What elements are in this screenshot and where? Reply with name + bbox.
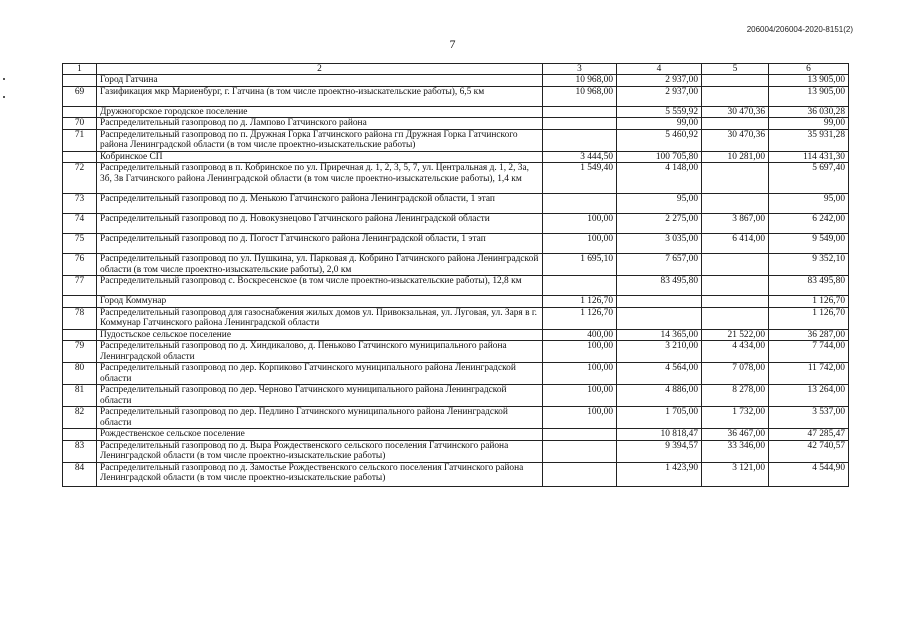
row-name: Распределительный газопровод по д. Менькою Гатчинского района Ленинградской области, 1 этап	[97, 194, 543, 214]
value-c5: 7 078,00	[732, 363, 765, 373]
column-header: 4	[617, 64, 702, 75]
row-name: Распределительный газопровод по дер. Черново Гатчинского муниципального района Ленинградской области	[97, 385, 543, 407]
value-cell-c4	[617, 86, 702, 106]
value-cell-c4	[617, 363, 702, 385]
value-cell-c6	[769, 276, 849, 296]
value-c3: 1 549,40	[580, 163, 613, 173]
row-number	[63, 106, 97, 118]
value-c4: 100 705,80	[655, 151, 698, 162]
value-cell-c6	[769, 462, 849, 486]
table-row	[63, 276, 849, 296]
value-c3: 100,00	[587, 407, 613, 417]
row-number: 71	[63, 129, 97, 151]
value-cell-c5	[702, 363, 769, 385]
value-c4: 95,00	[676, 194, 698, 204]
value-cell-c6	[769, 363, 849, 385]
value-c4: 5 559,92	[665, 106, 698, 117]
row-number	[63, 75, 97, 87]
value-cell-c3	[543, 129, 617, 151]
row-name: Распределительный газопровод по дер. Корпиково Гатчинского муниципального района Ленинградской области	[97, 363, 543, 385]
value-cell-c3	[543, 276, 617, 296]
value-c3: 400,00	[587, 329, 613, 340]
value-cell-c6	[769, 151, 849, 163]
table-row	[63, 234, 849, 254]
value-cell-c3	[543, 86, 617, 106]
row-name: Город Коммунар	[97, 296, 543, 308]
value-c6: 1 126,70	[812, 307, 845, 318]
table-row	[63, 407, 849, 429]
value-c4: 99,00	[676, 118, 698, 128]
row-name: Кобринское СП	[97, 151, 543, 163]
budget-table	[62, 63, 849, 487]
row-number	[63, 296, 97, 308]
row-name: Распределительный газопровод для газоснабжения жилых домов ул. Привокзальная, ул. Луговая, ул. Заря в г. Коммунар Гатчинского района Ленинградской области	[97, 307, 543, 329]
value-c6: 99,00	[823, 118, 845, 128]
value-c3: 10 968,00	[575, 75, 613, 85]
table-row	[63, 86, 849, 106]
value-cell-c4	[617, 118, 702, 130]
value-c4: 3 210,00	[665, 341, 698, 351]
value-c6: 83 495,80	[807, 276, 845, 286]
column-header: 1	[63, 64, 97, 75]
value-c6: 47 285,47	[807, 429, 845, 439]
value-c4: 1 423,90	[665, 462, 698, 473]
scan-edge-mark	[3, 96, 5, 98]
value-cell-c4	[617, 129, 702, 151]
value-c6: 4 544,90	[812, 462, 845, 473]
value-cell-c6	[769, 307, 849, 329]
row-name: Распределительный газопровод по д. Лампово Гатчинского района	[97, 118, 543, 130]
value-cell-c5	[702, 214, 769, 234]
value-cell-c6	[769, 194, 849, 214]
value-c3: 1 695,10	[580, 254, 613, 264]
value-c5: 8 278,00	[732, 385, 765, 395]
value-cell-c4	[617, 254, 702, 276]
value-cell-c3	[543, 462, 617, 486]
row-name: Распределительный газопровод по дер. Педлино Гатчинского муниципального района Ленинградской области	[97, 407, 543, 429]
row-name: Газификация мкр Мариенбург, г. Гатчина (в том числе проектно-изыскательские работы), 6,5 км	[97, 86, 543, 106]
value-c6: 7 744,00	[812, 341, 845, 351]
row-number: 78	[63, 307, 97, 329]
page-number: 7	[449, 37, 456, 51]
value-cell-c4	[617, 234, 702, 254]
value-c5: 33 346,00	[727, 440, 765, 451]
table-body	[63, 75, 849, 487]
value-c4: 5 460,92	[665, 129, 698, 140]
value-cell-c4	[617, 385, 702, 407]
table-row	[63, 118, 849, 130]
group-row	[63, 75, 849, 87]
row-name: Распределительный газопровод по д. Замостье Рождественского сельского поселения Гатчинского района Ленинградской области (в том числе проектно-изыскательские работы)	[97, 462, 543, 486]
value-cell-c4	[617, 341, 702, 363]
row-number: 72	[63, 163, 97, 194]
value-cell-c3	[543, 307, 617, 329]
value-c3: 100,00	[587, 363, 613, 373]
value-cell-c4	[617, 296, 702, 308]
table-row	[63, 385, 849, 407]
value-cell-c3	[543, 341, 617, 363]
value-cell-c5	[702, 129, 769, 151]
row-name: Рождественское сельское поселение	[97, 429, 543, 441]
value-cell-c5	[702, 407, 769, 429]
value-cell-c4	[617, 462, 702, 486]
table-row	[63, 363, 849, 385]
value-c6: 9 549,00	[812, 234, 845, 244]
table-row	[63, 129, 849, 151]
value-cell-c6	[769, 118, 849, 130]
value-cell-c3	[543, 429, 617, 441]
value-c6: 36 030,28	[807, 106, 845, 117]
value-c5: 30 470,36	[727, 129, 765, 140]
value-c5: 3 121,00	[732, 462, 765, 473]
row-number: 80	[63, 363, 97, 385]
row-number	[63, 151, 97, 163]
value-c5: 4 434,00	[732, 341, 765, 351]
value-c4: 9 394,57	[665, 440, 698, 451]
value-cell-c3	[543, 329, 617, 341]
row-number	[63, 429, 97, 441]
value-cell-c5	[702, 341, 769, 363]
row-number: 73	[63, 194, 97, 214]
value-cell-c3	[543, 254, 617, 276]
value-cell-c5	[702, 194, 769, 214]
value-cell-c3	[543, 407, 617, 429]
value-cell-c3	[543, 106, 617, 118]
value-cell-c3	[543, 151, 617, 163]
value-cell-c4	[617, 276, 702, 296]
value-c4: 1 705,00	[665, 407, 698, 417]
column-header-row	[63, 64, 849, 75]
row-number: 69	[63, 86, 97, 106]
value-cell-c4	[617, 106, 702, 118]
value-cell-c5	[702, 329, 769, 341]
value-cell-c3	[543, 118, 617, 130]
value-cell-c4	[617, 329, 702, 341]
value-c5: 36 467,00	[727, 429, 765, 439]
row-number: 74	[63, 214, 97, 234]
value-cell-c5	[702, 462, 769, 486]
value-c6: 5 697,40	[812, 163, 845, 173]
row-number: 70	[63, 118, 97, 130]
row-number: 83	[63, 440, 97, 462]
value-cell-c5	[702, 151, 769, 163]
column-header: 6	[769, 64, 849, 75]
value-cell-c4	[617, 307, 702, 329]
value-cell-c6	[769, 440, 849, 462]
value-cell-c3	[543, 296, 617, 308]
value-cell-c3	[543, 363, 617, 385]
group-row	[63, 329, 849, 341]
row-name: Распределительный газопровод по д. Погост Гатчинского района Ленинградской области, 1 этап	[97, 234, 543, 254]
value-c4: 4 886,00	[665, 385, 698, 395]
value-cell-c5	[702, 254, 769, 276]
group-row	[63, 296, 849, 308]
value-cell-c4	[617, 407, 702, 429]
value-c3: 1 126,70	[580, 307, 613, 318]
value-cell-c6	[769, 86, 849, 106]
row-number: 81	[63, 385, 97, 407]
value-cell-c6	[769, 385, 849, 407]
table-row	[63, 214, 849, 234]
value-cell-c3	[543, 234, 617, 254]
value-c6: 1 126,70	[812, 296, 845, 306]
table-row	[63, 163, 849, 194]
row-number: 84	[63, 462, 97, 486]
group-row	[63, 151, 849, 163]
value-cell-c5	[702, 75, 769, 87]
value-cell-c3	[543, 214, 617, 234]
value-c3: 10 968,00	[575, 86, 613, 97]
value-c6: 3 537,00	[812, 407, 845, 417]
row-name: Распределительный газопровод в п. Кобринское по ул. Приречная д. 1, 2, 3, 5, 7, ул. Центральная д. 1, 2, 3а, 3б, 3в Гатчинского района Ленинградской области (в том числе проектно-изыскательские работы), 1,4 км	[97, 163, 543, 194]
value-cell-c6	[769, 75, 849, 87]
value-c4: 2 937,00	[665, 75, 698, 85]
table-row	[63, 341, 849, 363]
value-c6: 36 287,00	[807, 329, 845, 340]
value-cell-c5	[702, 307, 769, 329]
value-cell-c4	[617, 151, 702, 163]
value-cell-c6	[769, 407, 849, 429]
table-row	[63, 440, 849, 462]
value-c4: 4 564,00	[665, 363, 698, 373]
group-row	[63, 429, 849, 441]
value-c5: 30 470,36	[727, 106, 765, 117]
row-number: 79	[63, 341, 97, 363]
value-cell-c6	[769, 106, 849, 118]
value-cell-c3	[543, 440, 617, 462]
value-c3: 100,00	[587, 341, 613, 351]
value-cell-c4	[617, 429, 702, 441]
column-header: 5	[702, 64, 769, 75]
table-row	[63, 307, 849, 329]
value-cell-c6	[769, 296, 849, 308]
row-number	[63, 329, 97, 341]
row-number: 77	[63, 276, 97, 296]
value-c6: 95,00	[823, 194, 845, 204]
value-c3: 1 126,70	[580, 296, 613, 306]
value-cell-c5	[702, 163, 769, 194]
row-name: Пудостьское сельское поселение	[97, 329, 543, 341]
value-c4: 3 035,00	[665, 234, 698, 244]
value-c5: 6 414,00	[732, 234, 765, 244]
document-code: 206004/206004-2020-8151(2)	[746, 25, 853, 34]
value-cell-c6	[769, 341, 849, 363]
value-cell-c5	[702, 234, 769, 254]
row-number: 76	[63, 254, 97, 276]
value-c3: 100,00	[587, 234, 613, 244]
row-name: Распределительный газопровод по д. Хиндикалово, д. Пеньково Гатчинского муниципального района Ленинградской области	[97, 341, 543, 363]
value-c5: 1 732,00	[732, 407, 765, 417]
table-row	[63, 194, 849, 214]
row-name: Распределительный газопровод по п. Дружная Горка Гатчинского района гп Дружная Горка Гатчинского района Ленинградской области (в том числе проектно-изыскательские работы)	[97, 129, 543, 151]
value-cell-c6	[769, 254, 849, 276]
row-name: Распределительный газопровод по ул. Пушкина, ул. Парковая д. Кобрино Гатчинского района Ленинградской области (в том числе проектно-изыскательские работы), 2,0 км	[97, 254, 543, 276]
value-c6: 42 740,57	[807, 440, 845, 451]
scan-edge-mark	[3, 78, 5, 80]
value-cell-c5	[702, 86, 769, 106]
table-row	[63, 254, 849, 276]
value-cell-c6	[769, 234, 849, 254]
value-cell-c5	[702, 118, 769, 130]
value-cell-c5	[702, 276, 769, 296]
value-c6: 9 352,10	[812, 254, 845, 264]
group-row	[63, 106, 849, 118]
value-c3: 100,00	[587, 214, 613, 224]
row-name: Распределительный газопровод по д. Выра Рождественского сельского поселения Гатчинского района Ленинградской области (в том числе проектно-изыскательские работы)	[97, 440, 543, 462]
row-number: 82	[63, 407, 97, 429]
row-name: Распределительный газопровод по д. Новокузнецово Гатчинского района Ленинградской области	[97, 214, 543, 234]
value-c6: 114 431,30	[803, 151, 845, 162]
value-cell-c5	[702, 440, 769, 462]
column-header: 3	[543, 64, 617, 75]
value-cell-c3	[543, 75, 617, 87]
value-cell-c6	[769, 429, 849, 441]
value-c6: 11 742,00	[807, 363, 845, 373]
value-cell-c4	[617, 75, 702, 87]
value-c4: 2 937,00	[665, 86, 698, 97]
value-c4: 7 657,00	[665, 254, 698, 264]
row-name: Дружногорское городское поселение	[97, 106, 543, 118]
table-row	[63, 462, 849, 486]
value-c6: 13 905,00	[807, 75, 845, 85]
value-cell-c3	[543, 385, 617, 407]
row-name: Город Гатчина	[97, 75, 543, 87]
value-cell-c3	[543, 194, 617, 214]
value-c6: 13 905,00	[807, 86, 845, 97]
value-c4: 4 148,00	[665, 163, 698, 173]
value-cell-c4	[617, 440, 702, 462]
value-cell-c4	[617, 214, 702, 234]
value-c6: 13 264,00	[807, 385, 845, 395]
value-c3: 3 444,50	[580, 151, 613, 162]
value-cell-c5	[702, 385, 769, 407]
value-cell-c6	[769, 329, 849, 341]
value-c6: 6 242,00	[812, 214, 845, 224]
value-cell-c5	[702, 296, 769, 308]
value-c6: 35 931,28	[807, 129, 845, 140]
row-number: 75	[63, 234, 97, 254]
value-c5: 3 867,00	[732, 214, 765, 224]
value-cell-c4	[617, 194, 702, 214]
value-cell-c4	[617, 163, 702, 194]
value-cell-c6	[769, 129, 849, 151]
value-c4: 2 275,00	[665, 214, 698, 224]
value-cell-c5	[702, 429, 769, 441]
value-c4: 83 495,80	[660, 276, 698, 286]
value-c5: 21 522,00	[727, 329, 765, 340]
value-cell-c6	[769, 214, 849, 234]
value-cell-c5	[702, 106, 769, 118]
value-c3: 100,00	[587, 385, 613, 395]
value-c4: 14 365,00	[660, 329, 698, 340]
column-header: 2	[97, 64, 543, 75]
value-c4: 10 818,47	[660, 429, 698, 439]
value-c5: 10 281,00	[727, 151, 765, 162]
value-cell-c6	[769, 163, 849, 194]
row-name: Распределительный газопровод с. Воскресенское (в том числе проектно-изыскательские работы), 12,8 км	[97, 276, 543, 296]
value-cell-c3	[543, 163, 617, 194]
